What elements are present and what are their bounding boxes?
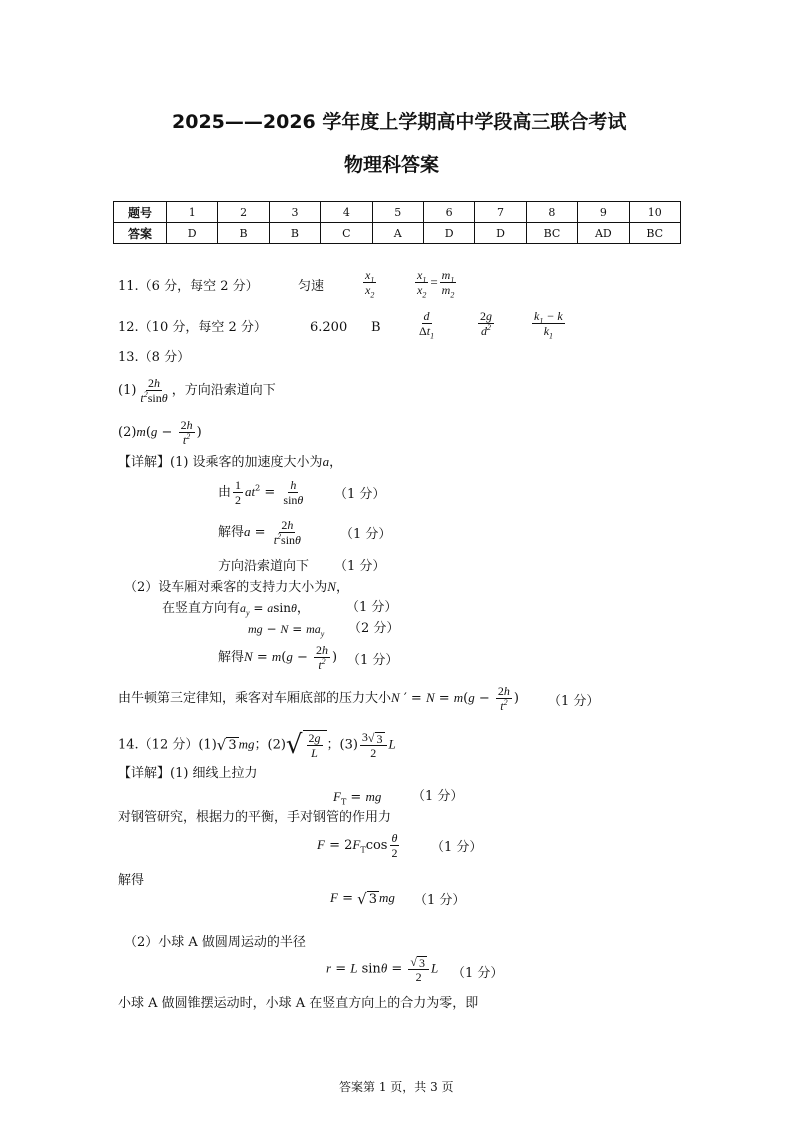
table-cell: D (167, 223, 218, 244)
q13-vertical-score: （1 分） (346, 600, 398, 615)
page-subtitle: 物理科答案 (344, 154, 440, 176)
q13-step-3-score: （1 分） (334, 559, 386, 574)
q13-solve-N-prefix: 解得 (218, 650, 245, 665)
q14-cone-text: 小球 A 做圆锥摆运动时，小球 A 在竖直方向上的合力为零，即 (118, 996, 479, 1011)
table-cell: 5 (372, 202, 423, 223)
table-cell: BC (629, 223, 680, 244)
q14-sep2: ；(2) (254, 737, 286, 753)
q13-solve-N: 解得N = m(g − $\frac{2h}{t^2}$ ) (218, 643, 338, 672)
q13-newton-text: 由牛顿第三定律知，乘客对车厢底部的压力大小 (118, 691, 392, 706)
q12-answer-speed: $\frac{d}{\Delta t_1}$ (419, 309, 435, 341)
table-cell: AD (578, 223, 629, 244)
q13-step-2: 解得a = $\frac{2h}{t^2\sin\theta}$ (218, 518, 301, 547)
table-cell: 4 (321, 202, 372, 223)
q14-answers: 14.（12 分）(1) √ 3 mg；(2) √ $\frac{2g}{L}$ ；(3) 3 √ 3 2 L (118, 730, 396, 760)
q13-answer-1-prefix: (1) (118, 383, 137, 398)
q12-answer-slope: $\frac{2g}{d^2}$ (480, 309, 492, 338)
table-cell: C (321, 223, 372, 244)
q13-label: 13.（8 分） (118, 350, 191, 365)
q14-force-score: （1 分） (431, 840, 483, 855)
q13-step-2-score: （1 分） (340, 527, 392, 542)
q13-part2-end: ， (335, 580, 349, 595)
table-row-numbers (114, 202, 681, 223)
q13-step-1: 由 $\frac{1}{2}$ $at^2$ = $\frac{h}{\sin\theta}$ (218, 478, 304, 507)
page-footer: 答案第 1 页，共 3 页 (339, 1080, 454, 1094)
q14-radius-eq: r = L sinθ = √ 3 2 L (326, 954, 439, 984)
q14-solve-score: （1 分） (414, 893, 466, 908)
q13-part2-label: （2）设车厢对乘客的支持力大小为 (124, 580, 328, 595)
q12-answer-reading: 6.200 (310, 320, 348, 335)
q13-detail-var: a (322, 454, 330, 469)
q13-detail-end: ， (329, 455, 343, 470)
q13-solve-N-score: （1 分） (347, 653, 399, 668)
q12-answer-ratio: $\frac{k_1 - k}{k_1}$ (534, 309, 563, 341)
q11-answer-equation: $\frac{x_1}{x_2}$ = $\frac{m_1}{m_2}$ (417, 268, 455, 300)
table-row-answers (114, 223, 681, 244)
q13-force-eq: mg − $N = ma_y$ (248, 622, 325, 639)
table-cell: 1 (167, 202, 218, 223)
q13-newton: 由牛顿第三定律知，乘客对车厢底部的压力大小N ′ = N = m(g − $\frac{2h}{t^2}$ ) (118, 684, 519, 713)
table-cell: D (475, 223, 526, 244)
q12-label: 12.（10 分，每空 2 分） (118, 320, 267, 335)
q14-radius-score: （1 分） (452, 966, 504, 981)
q13-detail-intro (118, 454, 342, 471)
q14-detail-intro: 【详解】(1) 细线上拉力 (118, 766, 258, 781)
table-cell: 6 (423, 202, 474, 223)
q13-answer-1-suffix: ，方向沿索道向下 (171, 383, 276, 398)
q13-step-3: 方向沿索道向下 (218, 559, 310, 574)
q11-answer-uniform: 匀速 (298, 279, 325, 294)
q13-answer-2-prefix: (2) (118, 425, 137, 440)
table-cell: 3 (269, 202, 320, 223)
q13-detail-label: 【详解】(1) 设乘客的加速度大小为 (118, 455, 323, 470)
q12-answer-choice: B (371, 320, 381, 335)
q13-part2-intro (124, 579, 349, 596)
q13-newton-score: （1 分） (548, 694, 600, 709)
page-title: 2025——2026 学年度上学期高中学段高三联合考试 (172, 111, 627, 133)
q14-force-eq: $F = 2F_T\cos$ $\frac{\theta}{2}$ (317, 831, 398, 860)
q13-answer-1: (1) $\frac{2h}{t^2\sin\theta}$ ，方向沿索道向下 (118, 376, 276, 405)
q14-label: 14.（12 分）(1) (118, 737, 217, 753)
q14-tension-eq: $F_T$ = mg (333, 789, 382, 807)
q14-solve-eq: F = √ 3 mg (330, 889, 395, 908)
q13-part2-var: N (327, 579, 336, 594)
q14-sep3: ；(3) (326, 737, 358, 753)
q11-label: 11.（6 分，每空 2 分） (118, 279, 259, 294)
answer-table (113, 201, 681, 244)
table-cell: 8 (526, 202, 577, 223)
table-cell: 9 (578, 202, 629, 223)
q13-vertical: 在竖直方向有$a_y = asin\theta$， (162, 601, 310, 618)
q14-steel-text: 对钢管研究，根据力的平衡，手对钢管的作用力 (118, 810, 392, 825)
q13-vertical-prefix: 在竖直方向有 (162, 601, 241, 616)
table-cell: BC (526, 223, 577, 244)
q14-tension-score: （1 分） (412, 789, 464, 804)
q14-solve-text: 解得 (118, 873, 145, 888)
q13-step-2-prefix: 解得 (218, 525, 245, 540)
q11-answer-ratio: $\frac{x_1}{x_2}$ (365, 268, 375, 300)
table-header-label: 题号 (114, 202, 167, 223)
table-cell: A (372, 223, 423, 244)
table-cell: 10 (629, 202, 680, 223)
q13-answer-2: (2)m(g − $\frac{2h}{t^2}$ ) (118, 418, 202, 447)
q13-step-1-prefix: 由 (218, 485, 232, 500)
q14-part2-intro: （2）小球 A 做圆周运动的半径 (124, 935, 306, 950)
table-cell: 7 (475, 202, 526, 223)
q13-step-1-score: （1 分） (334, 487, 386, 502)
table-cell: B (218, 223, 269, 244)
table-cell: B (269, 223, 320, 244)
table-cell: 2 (218, 202, 269, 223)
q13-force-score: （2 分） (348, 621, 400, 636)
table-cell: D (423, 223, 474, 244)
table-header-label: 答案 (114, 223, 167, 244)
